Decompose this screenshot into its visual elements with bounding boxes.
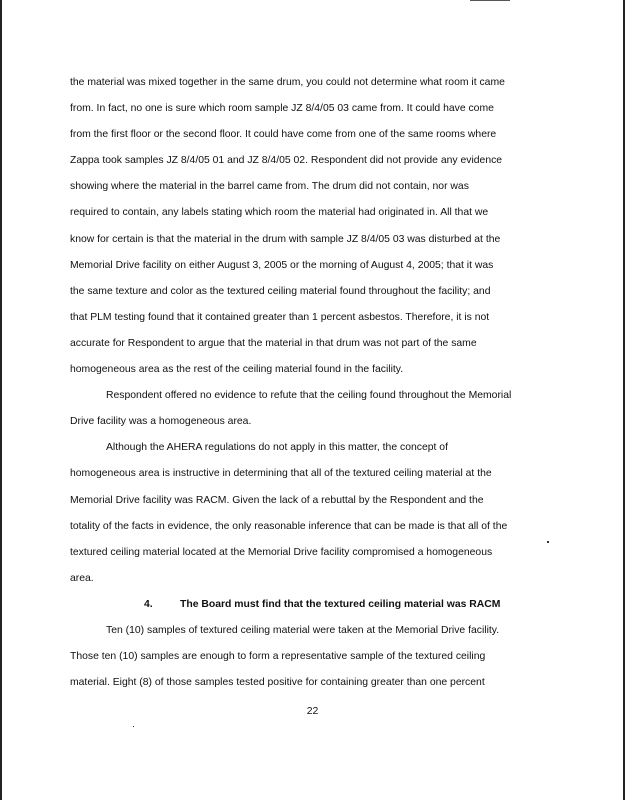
text-line: textured ceiling material located at the Memorial Drive facility compromised a homogeneous [70,546,493,558]
scan-edge-top [470,0,510,1]
text-line: Ten (10) samples of textured ceiling material were taken at the Memorial Drive facility. [106,624,500,636]
page-number: 22 [306,706,319,717]
text-line: Those ten (10) samples are enough to form a representative sample of the textured ceiling [70,651,486,663]
text-line: that PLM testing found that it contained greater than 1 percent asbestos. Therefore, it is not [70,311,490,323]
text-line: the material was mixed together in the same drum, you could not determine what room it came [70,77,505,88]
text-line: area. [70,572,94,584]
text-line: homogeneous area is instructive in determining that all of the textured ceiling material at the [70,468,492,480]
paragraph-ahera [70,435,554,592]
text-line: Zappa took samples JZ 8/4/05 01 and JZ 8/4/05 02. Respondent did not provide any evidence [70,155,503,167]
text-line: from the first floor or the second floor. It could have come from one of the same rooms where [70,129,497,141]
paragraph-samples [70,618,554,696]
text-line: totality of the facts in evidence, the only reasonable inference that can be made is that all of the [70,520,508,532]
text-line: Drive facility was a homogeneous area. [70,416,252,428]
section-heading [70,592,554,618]
scan-speck [133,726,134,727]
text-line: know for certain is that the material in the drum with sample JZ 8/4/05 03 was disturbed at the [70,233,501,245]
text-line: from. In fact, no one is sure which room sample JZ 8/4/05 03 came from. It could have come [70,103,494,115]
text-line: the same texture and color as the textured ceiling material found throughout the facility; and [70,285,491,297]
section-title: The Board must find that the textured ceiling material was RACM [180,598,501,610]
body-text [70,70,554,696]
paragraph-continuation [70,70,554,383]
text-line: accurate for Respondent to argue that the material in that drum was not part of the same [70,337,477,349]
text-line: showing where the material in the barrel came from. The drum did not contain, nor was [70,181,469,193]
text-line: Although the AHERA regulations do not apply in this matter, the concept of [106,442,448,454]
text-line: material. Eight (8) of those samples tested positive for containing greater than one percent [70,677,485,689]
text-line: homogeneous area as the rest of the ceiling material found in the facility. [70,364,404,376]
scan-speck [547,541,549,543]
paragraph-no-evidence [70,383,554,435]
scan-edge-left [0,0,2,800]
text-line: required to contain, any labels stating which room the material had originated in. All that we [70,207,489,219]
text-line: Respondent offered no evidence to refute that the ceiling found throughout the Memorial [106,390,512,402]
text-line: Memorial Drive facility on either August 3, 2005 or the morning of August 4, 2005; that it was [70,259,494,271]
section-number: 4. [144,598,153,610]
text-line: Memorial Drive facility was RACM. Given the lack of a rebuttal by the Respondent and the [70,494,484,506]
